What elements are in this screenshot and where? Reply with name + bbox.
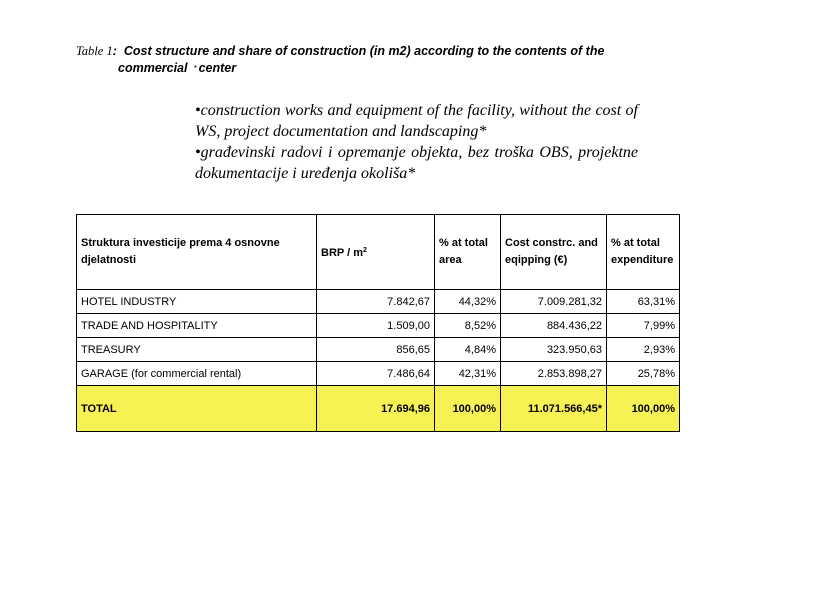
caption-label: Table 1 [76,44,113,58]
row-cost: 2.853.898,27 [501,362,607,386]
note-english: •construction works and equipment of the facility, without the cost of WS, project documentation and landscaping* [195,102,638,140]
row-expenditure: 2,93% [607,338,680,362]
row-area: 42,31% [435,362,501,386]
caption-colon: : [112,44,117,58]
caption-title-line2a: commercial [118,61,188,75]
row-name: GARAGE (for commercial rental) [77,362,317,386]
row-name: TREASURY [77,338,317,362]
table-caption [76,43,676,77]
row-area: 4,84% [435,338,501,362]
row-cost: 7.009.281,32 [501,290,607,314]
table-row [77,290,680,314]
header-structure: Struktura investicije prema 4 osnovne djelatnosti [77,215,317,290]
row-brp: 856,65 [317,338,435,362]
header-area: % at total area [435,215,501,290]
row-name: HOTEL INDUSTRY [77,290,317,314]
caption-title-line1: Cost structure and share of construction (in m2) according to the contents of the [123,44,605,58]
cost-structure-table [76,214,680,432]
row-expenditure: 25,78% [607,362,680,386]
caption-title-line2b: center [198,61,237,75]
row-brp: 7.486,64 [317,362,435,386]
header-brp [317,215,435,290]
total-brp: 17.694,96 [317,386,435,432]
header-expenditure: % at total expenditure [607,215,680,290]
total-name: TOTAL [77,386,317,432]
notes-block [195,100,638,184]
row-area: 44,32% [435,290,501,314]
row-area: 8,52% [435,314,501,338]
row-cost: 323.950,63 [501,338,607,362]
total-cost: 11.071.566,45* [501,386,607,432]
row-cost: 884.436,22 [501,314,607,338]
header-cost: Cost constrc. and eqipping (€) [501,215,607,290]
note-croatian: •građevinski radovi i opremanje objekta, bez troška OBS, projektne dokumentacije i uređenja okoliša* [195,144,638,182]
table-header-row [77,215,680,290]
row-brp: 7.842,67 [317,290,435,314]
total-expenditure: 100,00% [607,386,680,432]
header-brp-label: BRP / m [321,247,363,259]
table-row [77,362,680,386]
total-row [77,386,680,432]
table-row [77,338,680,362]
caption-star: * [193,64,197,73]
row-name: TRADE AND HOSPITALITY [77,314,317,338]
row-brp: 1.509,00 [317,314,435,338]
total-area: 100,00% [435,386,501,432]
row-expenditure: 63,31% [607,290,680,314]
table-row [77,314,680,338]
header-brp-sup: 2 [362,247,367,254]
row-expenditure: 7,99% [607,314,680,338]
